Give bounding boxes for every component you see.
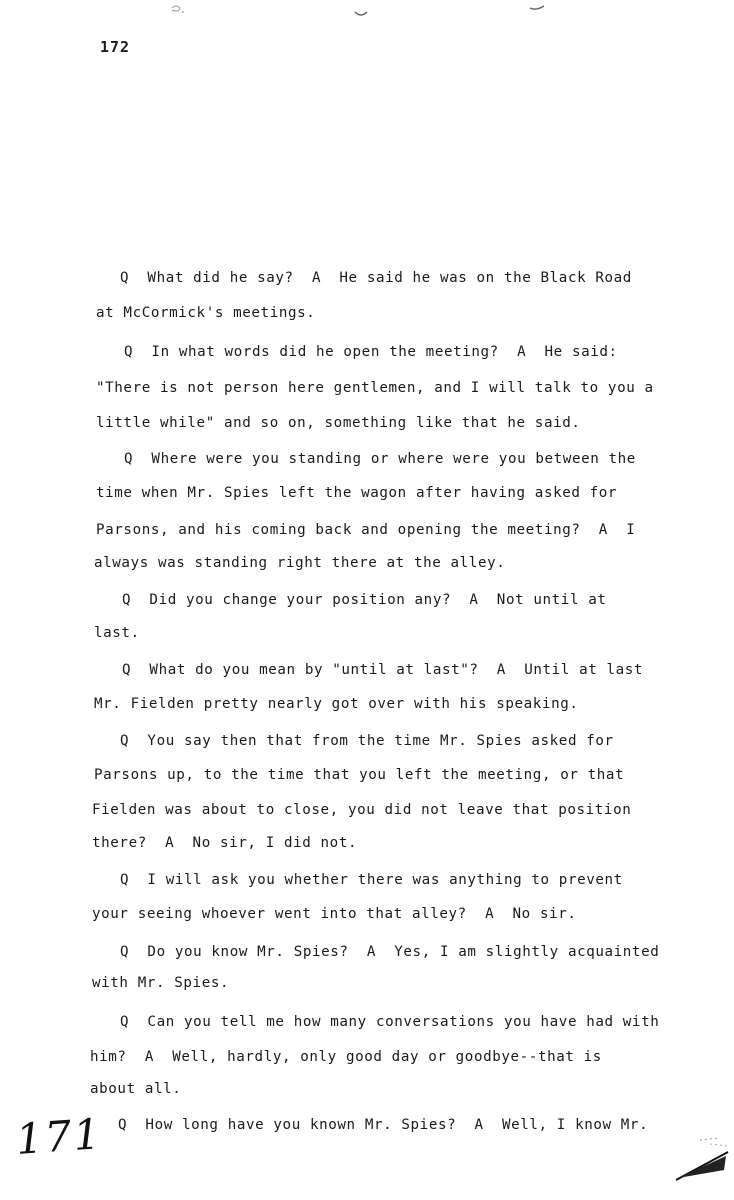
- transcript-line: Q Can you tell me how many conversations you have had with: [120, 1014, 660, 1030]
- transcript-line: last.: [94, 625, 140, 641]
- transcript-line: at McCormick's meetings.: [96, 305, 316, 321]
- transcript-line: Q What do you mean by "until at last"? A Until at last: [122, 662, 644, 678]
- transcript-line: your seeing whoever went into that alley? A No sir.: [92, 906, 577, 922]
- handwritten-page-number: 171: [14, 1109, 104, 1164]
- page-number: 172: [100, 38, 131, 56]
- corner-fold-mark: [670, 1130, 730, 1185]
- transcript-line: little while" and so on, something like that he said.: [96, 415, 581, 431]
- transcript-line: time when Mr. Spies left the wagon after having asked for: [96, 485, 618, 501]
- transcript-line: always was standing right there at the alley.: [94, 555, 506, 571]
- transcript-line: there? A No sir, I did not.: [92, 835, 358, 851]
- transcript-line: Q Did you change your position any? A Not until at: [122, 592, 607, 608]
- transcript-line: Q Do you know Mr. Spies? A Yes, I am slightly acquainted: [120, 944, 660, 960]
- transcript-line: Parsons up, to the time that you left the meeting, or that: [94, 767, 625, 783]
- transcript-line: "There is not person here gentlemen, and I will talk to you a: [96, 380, 654, 396]
- scan-specks: [0, 0, 734, 30]
- transcript-line: with Mr. Spies.: [92, 975, 230, 991]
- transcript-line: Fielden was about to close, you did not leave that position: [92, 802, 632, 818]
- transcript-line: Q In what words did he open the meeting? A He said:: [124, 344, 618, 360]
- transcript-line: about all.: [90, 1081, 182, 1097]
- transcript-line: Q I will ask you whether there was anything to prevent: [120, 872, 623, 888]
- transcript-line: Parsons, and his coming back and opening the meeting? A I: [96, 522, 636, 538]
- transcript-line: Q Where were you standing or where were you between the: [124, 451, 636, 467]
- transcript-line: Q How long have you known Mr. Spies? A Well, I know Mr.: [118, 1117, 649, 1133]
- transcript-line: him? A Well, hardly, only good day or goodbye--that is: [90, 1049, 602, 1065]
- transcript-line: Q You say then that from the time Mr. Spies asked for: [120, 733, 614, 749]
- transcript-line: Mr. Fielden pretty nearly got over with his speaking.: [94, 696, 579, 712]
- transcript-line: Q What did he say? A He said he was on the Black Road: [120, 270, 632, 286]
